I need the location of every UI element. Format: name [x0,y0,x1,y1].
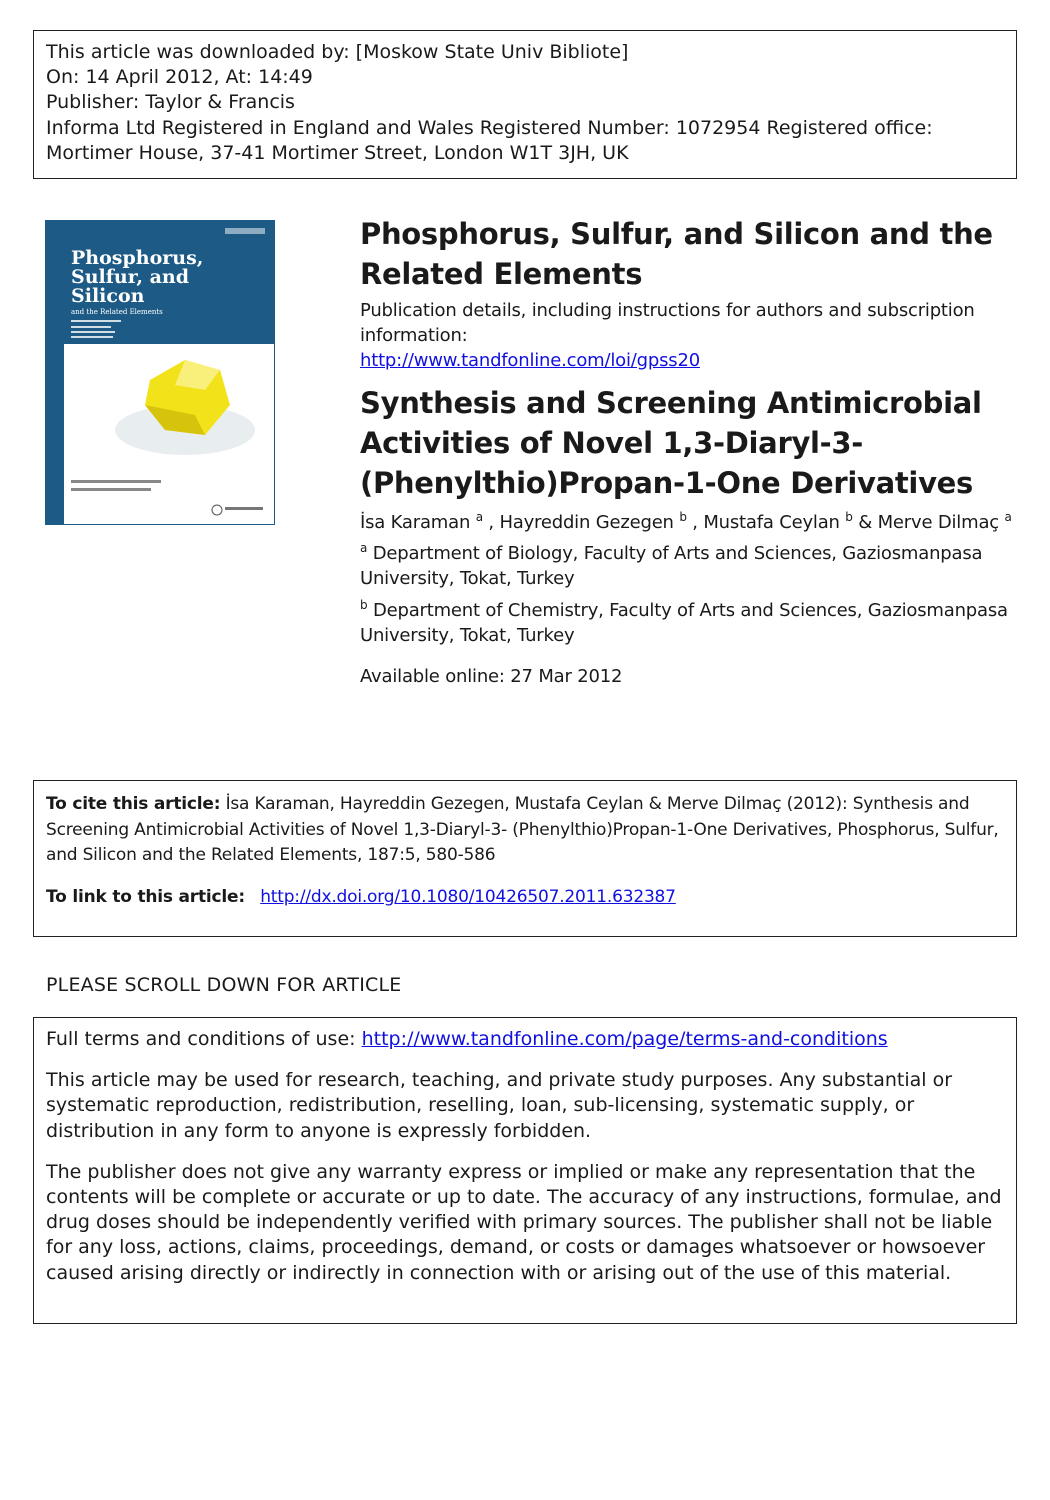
journal-cover-image [45,220,275,525]
journal-title: Phosphorus, Sulfur, and Silicon and the Related Elements [360,217,993,291]
author-separator: & [852,512,878,533]
author-name: Mustafa Ceylan [703,512,840,533]
terms-box [33,1017,1017,1324]
article-link-line [46,885,1004,911]
registration-line: Informa Ltd Registered in England and Wales Registered Number: 1072954 Registered office: Mortimer House, 37-41 Mortimer Street, London W1T 3JH, UK [46,116,933,164]
disclaimer-paragraph: The publisher does not give any warranty express or implied or make any representation that the contents will be complete or accurate or up to date. The accuracy of any instructions, formulae, and drug doses should be independently verified with primary sources. The publisher shall not be liable for any loss, actions, claims, proceedings, demand, or costs or damages whatsoever or howsoever caused arising directly or indirectly in connection with or arising out of the use of this material. [46,1160,1002,1284]
author-name: Hayreddin Gezegen [499,512,674,533]
terms-link[interactable]: http://www.tandfonline.com/page/terms-and-conditions [361,1028,888,1050]
affiliation-a [360,541,1020,591]
affiliation-text: Department of Chemistry, Faculty of Arts and Sciences, Gaziosmanpasa University, Tokat, Turkey [360,600,1008,646]
affiliation-mark: a [360,541,368,555]
publication-details-text: Publication details, including instructions for authors and subscription information: [360,300,975,346]
affiliation-mark: b [679,510,687,524]
author-name: İsa Karaman [360,512,471,533]
scroll-notice: PLEASE SCROLL DOWN FOR ARTICLE [46,974,402,996]
affiliation-b [360,598,1020,648]
usage-paragraph: This article may be used for research, teaching, and private study purposes. Any substantial or systematic reproduction, redistribution, reselling, loan, sub-licensing, systematic supply, or distribution in any form to anyone is expressly forbidden. [46,1069,953,1142]
citation-text: İsa Karaman, Hayreddin Gezegen, Mustafa Ceylan & Merve Dilmaç (2012): Synthesis and Screening Antimicrobial Activities of Novel 1,3-Diaryl-3- (Phenylthio)Propan-1-One Derivatives, Phosphorus, Sulfur, and Silicon and the Related Elements, 187:5, 580-586 [46,794,999,865]
author-separator: , [482,512,500,533]
author-list [360,509,1020,537]
citation [46,792,1004,869]
citation-label: To cite this article: [46,794,221,814]
cover-title-line: Sulfur, and [71,266,190,288]
author-name: Merve Dilmaç [877,512,999,533]
affiliation-mark: b [845,510,853,524]
terms-label: Full terms and conditions of use: [46,1028,356,1050]
affiliation-mark: a [1004,510,1012,524]
article-header [360,214,1020,689]
cover-title-line: Silicon [71,285,145,307]
download-line: This article was downloaded by: [Moskow State Univ Bibliote] [46,41,629,63]
available-online: Available online: 27 Mar 2012 [360,666,623,687]
publication-details [360,298,1020,373]
download-date: On: 14 April 2012, At: 14:49 [46,66,313,89]
cover-subtitle: and the Related Elements [71,308,163,316]
citation-box [33,780,1017,937]
author-separator: , [686,512,704,533]
download-notice-box [33,30,1017,179]
affiliation-mark: b [360,598,368,612]
article-link-label: To link to this article: [46,886,245,907]
publisher-line: Publisher: Taylor & Francis [46,91,295,114]
doi-link[interactable]: http://dx.doi.org/10.1080/10426507.2011.632387 [260,886,676,907]
journal-link[interactable]: http://www.tandfonline.com/loi/gpss20 [360,350,700,371]
affiliation-text: Department of Biology, Faculty of Arts and Sciences, Gaziosmanpasa University, Tokat, Turkey [360,543,983,589]
affiliation-mark: a [475,510,483,524]
cover-title-line: Phosphorus, [71,247,204,269]
article-title: Synthesis and Screening Antimicrobial Activities of Novel 1,3-Diaryl-3-(Phenylthio)Propan-1-One Derivatives [360,386,982,500]
terms-line [46,1027,1004,1052]
